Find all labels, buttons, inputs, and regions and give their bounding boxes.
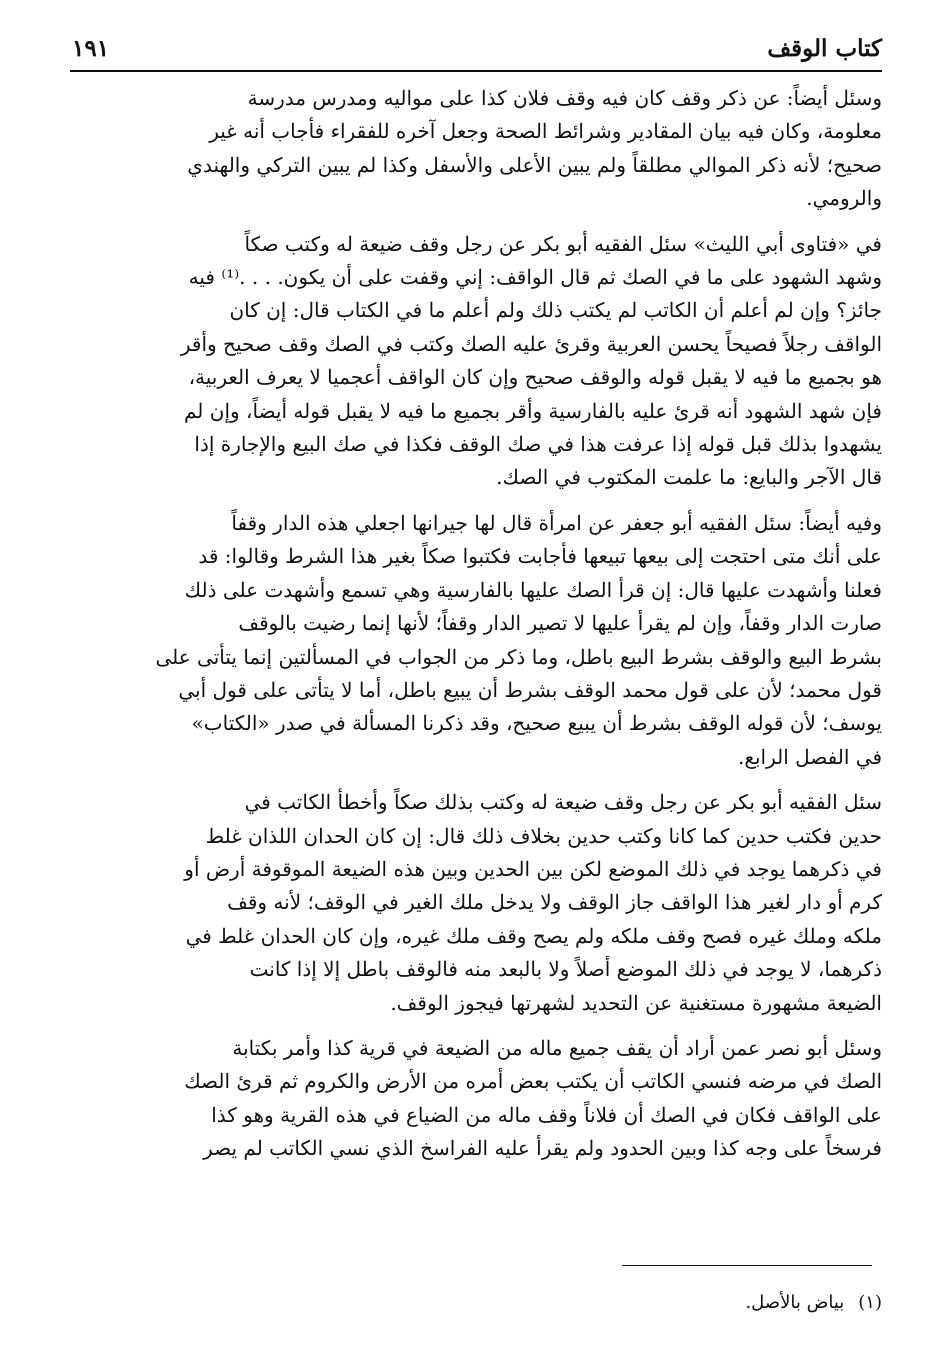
text-line: بشرط البيع والوقف بشرط البيع باطل، وما ذكر من الجواب في المسألتين إنما يتأتى على <box>155 644 882 669</box>
text-line: والرومي. <box>806 186 882 211</box>
paragraph <box>70 507 882 774</box>
text-line: يشهدوا بذلك قبل قوله إذا عرفت هذا في صك الوقف فكذا في صك البيع والإجارة إذا <box>194 432 882 457</box>
text-line: ملكه وملك غيره فصح وقف ملكه ولم يصح وقف ملك غيره، وإن كان الحدان غلط في <box>185 923 882 948</box>
text-line: فرسخاً على وجه كذا وبين الحدود ولم يقرأ عليه الفراسخ الذي نسي الكاتب لم يصر <box>203 1136 882 1161</box>
text-line: على أنك متى احتجت إلى بيعها تبيعها فأجابت فكتبوا صكاً بغير هذا الشرط وقالوا: قد <box>198 544 882 569</box>
text-line: على الواقف فكان في الصك أن فلاناً وقف ماله من الضياع في هذه القرية وهو كذا <box>211 1102 882 1127</box>
text-line: يوسف؛ لأن قوله الوقف بشرط أن يبيع صحيح، وقد ذكرنا المسألة في صدر «الكتاب» <box>191 711 882 736</box>
text-line: كرم أو دار لغير هذا الواقف جاز الوقف ولا يدخل ملك الغير في الوقف؛ لأنه وقف <box>227 890 882 915</box>
text-line: ذكرهما، لا يوجد في ذلك الموضع أصلاً ولا بالبعد منه فالوقف باطل إلا إذا كانت <box>249 957 882 982</box>
text-line: في «فتاوى أبي الليث» سئل الفقيه أبو بكر عن رجل وقف ضيعة له وكتب صكاً <box>244 231 882 256</box>
footnote-text: بياض بالأصل. <box>745 1292 845 1313</box>
text-line: الضيعة مشهورة مستغنية عن التحديد لشهرتها فيجوز الوقف. <box>390 990 882 1015</box>
paragraph <box>70 1032 882 1166</box>
paragraph <box>70 82 882 216</box>
paragraph <box>70 228 882 495</box>
text-line: فإن شهد الشهود أنه قرئ عليه بالفارسية وأقر بجميع ما فيه لا يقبل قوله أيضاً، وإن لم <box>184 398 882 423</box>
text-line: صارت الدار وقفاً، وإن لم يقرأ عليها لا تصير الدار وقفاً؛ لأنها إنما رضيت بالوقف <box>238 611 882 636</box>
text-line: هو بجميع ما فيه لا يقبل قوله والوقف صحيح وإن كان الواقف أعجميا لا يعرف العربية، <box>188 365 882 390</box>
text-line: وسئل أبو نصر عمن أراد أن يقف جميع ماله من الضيعة في قرية كذا وأمر بكتابة <box>232 1035 882 1060</box>
text-line: فعلنا وأشهدت عليها قال: إن قرأ الصك عليها بالفارسية وهي تسمع وأشهدت على ذلك <box>184 577 882 602</box>
body-text <box>70 82 882 1178</box>
header-divider <box>70 70 882 72</box>
text-line: في الفصل الرابع. <box>737 744 882 769</box>
text-line: قال الآجر والبايع: ما علمت المكتوب في الصك. <box>496 465 882 490</box>
text-line: وسئل أيضاً: عن ذكر وقف كان فيه وقف فلان كذا على مواليه ومدرس مدرسة <box>247 86 882 110</box>
text-line: الواقف رجلاً فصيحاً يحسن العربية وقرئ عليه الصك وكتب في الصك وقف صحيح وأقر <box>180 331 882 356</box>
page-number: ١٩١ <box>72 35 110 62</box>
text-line: وفيه أيضاً: سئل الفقيه أبو جعفر عن امرأة قال لها جيرانها اجعلي هذه الدار وقفاً <box>231 510 882 535</box>
running-title: كتاب الوقف <box>767 35 882 62</box>
text-line: معلومة، وكان فيه بيان المقادير وشرائط الصحة وجعل آخره للفقراء فأجاب أنه غير <box>209 119 882 144</box>
footnote-marker: (١) <box>858 1292 882 1313</box>
text-line: جائز؟ وإن لم أعلم أن الكاتب لم يكتب ذلك ولم أعلم ما في الكتاب قال: إن كان <box>229 298 882 323</box>
footnote <box>745 1290 882 1316</box>
text-line: حدين فكتب حدين كما كانا وكتب حدين بخلاف ذلك قال: إن كان الحدان اللذان غلط <box>205 823 882 848</box>
text-line: وشهد الشهود على ما في الصك ثم قال الواقف: إني وقفت على أن يكون. . . .⁽¹⁾ فيه <box>188 265 882 290</box>
text-line: الصك في مرضه فنسي الكاتب أن يكتب بعض أمره من الأرض والكروم ثم قرئ الصك <box>184 1069 882 1094</box>
text-line: في ذكرهما يوجد في ذلك الموضع لكن بين الحدين وبين هذه الضيعة الموقوفة أرض أو <box>184 856 882 881</box>
paragraph <box>70 786 882 1020</box>
footnote-divider <box>622 1265 872 1266</box>
text-line: سئل الفقيه أبو بكر عن رجل وقف ضيعة له وكتب بذلك صكاً وأخطأ الكاتب في <box>244 790 882 815</box>
text-line: قول محمد؛ لأن على قول محمد الوقف بشرط أن يبيع باطل، أما لا يتأتى على قول أبي <box>178 677 882 702</box>
text-line: صحيح؛ لأنه ذكر الموالي مطلقاً ولم يبين الأعلى والأسفل وكذا لم يبين التركي والهندي <box>187 152 882 177</box>
